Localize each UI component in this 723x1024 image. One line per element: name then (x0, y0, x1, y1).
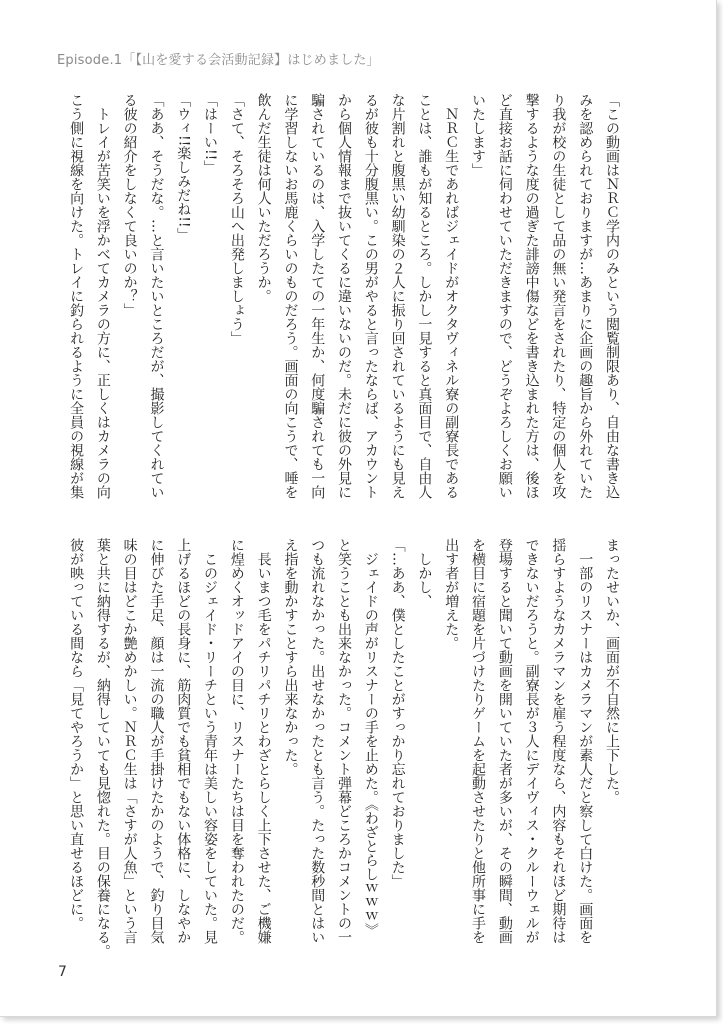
text-line: 「はーい!!」 (202, 93, 219, 175)
text-line: こう側に視線を向けた。トレイに釣られるように全員の視線が集 (68, 93, 85, 499)
text-line: しかし、 (416, 538, 433, 608)
text-line: トレイが苦笑いを浮かべてカメラの方に、正しくはカメラの向 (94, 93, 111, 499)
text-line: いたします」 (470, 93, 487, 177)
text-line: できないだろうと。副寮長が３人にデイヴィス・クルーウェルが (523, 538, 540, 944)
text-line: え指を動かすことすら出来なかった。 (282, 538, 299, 776)
text-line: を横目に宿題を片づけたりゲームを起動させたりと他所事に手を (470, 538, 487, 944)
text-line: ＮＲＣ生であればジェイドがオクタヴィネル寮の副寮長である (443, 93, 460, 499)
text-line: 撃するような度の過ぎた誹謗中傷などを書き込まれた方は、後ほ (523, 93, 540, 499)
text-line: まったせいか、画面が不自然に上下した。 (604, 538, 620, 804)
text-line: り我が校の生徒として品の無い発言をされたり、特定の個人を攻 (550, 93, 567, 499)
text-line: に伸びた手足、顔は一流の職人が手掛けたかのようで、釣り目気 (148, 538, 165, 944)
text-line: 騙されているのは、入学したての一年生か、何度騙されても一向 (309, 93, 326, 499)
text-line: 味の目はどこか艶めかしい。ＮＲＣ生は「さすが人魚」という言 (121, 538, 138, 944)
text-line: つも流れなかった。出せなかったとも言う。たった数秒間とはい (309, 538, 326, 944)
page-number: 7 (58, 964, 67, 980)
text-line: る彼の紹介をしなくて良いのか？」 (121, 93, 138, 317)
text-line: に学習しないお馬鹿くらいのものだろう。画面の向こうで、唾を (282, 93, 299, 499)
text-line: に煌めくオッドアイの目に、リスナーたちは目を奪われたのだ。 (228, 538, 245, 944)
text-line: 彼が映っている間なら「見てやろうか」と思い直せるほどに。 (68, 538, 85, 930)
text-line: るが彼も十分腹黒い。この男がやると言ったならば、アカウント (362, 93, 379, 499)
vertical-text-block-top (62, 93, 625, 513)
vertical-text-block-bottom (62, 538, 625, 958)
text-line: 飲んだ生徒は何人いただろうか。 (255, 93, 272, 303)
text-line: このジェイド・リーチという青年は美しい容姿をしていた。見 (202, 538, 219, 944)
text-line: 「この動画はＮＲＣ学内のみという閲覧制限あり、自由な書き込 (604, 93, 620, 499)
running-header: Episode.1「【山を愛する会活動記録】はじめました」 (57, 53, 380, 68)
text-line: 葉と共に納得するが、納得していても見惚れた。目の保養になる。 (94, 538, 111, 958)
text-line: 「さて、そろそろ山へ出発しましょう」 (228, 93, 245, 345)
text-line: ことは、誰もが知るところ。しかし一見すると真面目で、自由人 (416, 93, 433, 499)
text-line: な片割れと腹黒い幼馴染の２人に振り回されているようにも見え (389, 93, 406, 499)
text-line: 上げるほどの長身に、筋肉質でも貧相でもない体格に、しなやか (175, 538, 192, 944)
text-line: 「ウィ!!楽しみだね!!」 (175, 93, 192, 242)
text-line: 登場すると聞いて動画を開いていた者が多いが、その瞬間、動画 (496, 538, 513, 944)
text-line: 揺らすようなカメラマンを雇う程度なら、内容もそれほど期待は (550, 538, 567, 944)
text-line: みを認められておりますが…あまりに企画の趣旨から外れていた (577, 93, 594, 499)
text-line: ど直接お話に伺わせていただきますので、どうぞよろしくお願い (496, 93, 513, 499)
text-line: 出す者が増えた。 (443, 538, 460, 650)
text-line: と笑うことも出来なかった。コメント弾幕どころかコメントの一 (336, 538, 353, 944)
text-line: ジェイドの声がリスナーの手を止めた。《わざとらしｗｗｗ》 (362, 538, 379, 937)
text-line: 「ああ、そうだな。…と言いたいところだが、撮影してくれてい (148, 93, 165, 499)
text-line: 一部のリスナーはカメラマンが素人だと察して白けた。画面を (577, 538, 594, 944)
text-line: 長いまつ毛をパチリパチリとわざとらしく上下させた、ご機嫌 (255, 538, 272, 944)
text-line: 「…ああ、僕としたことがすっかり忘れておりました」 (389, 538, 406, 888)
text-line: から個人情報まで抜いてくるに違いないのだ。未だに彼の外見に (336, 93, 353, 499)
